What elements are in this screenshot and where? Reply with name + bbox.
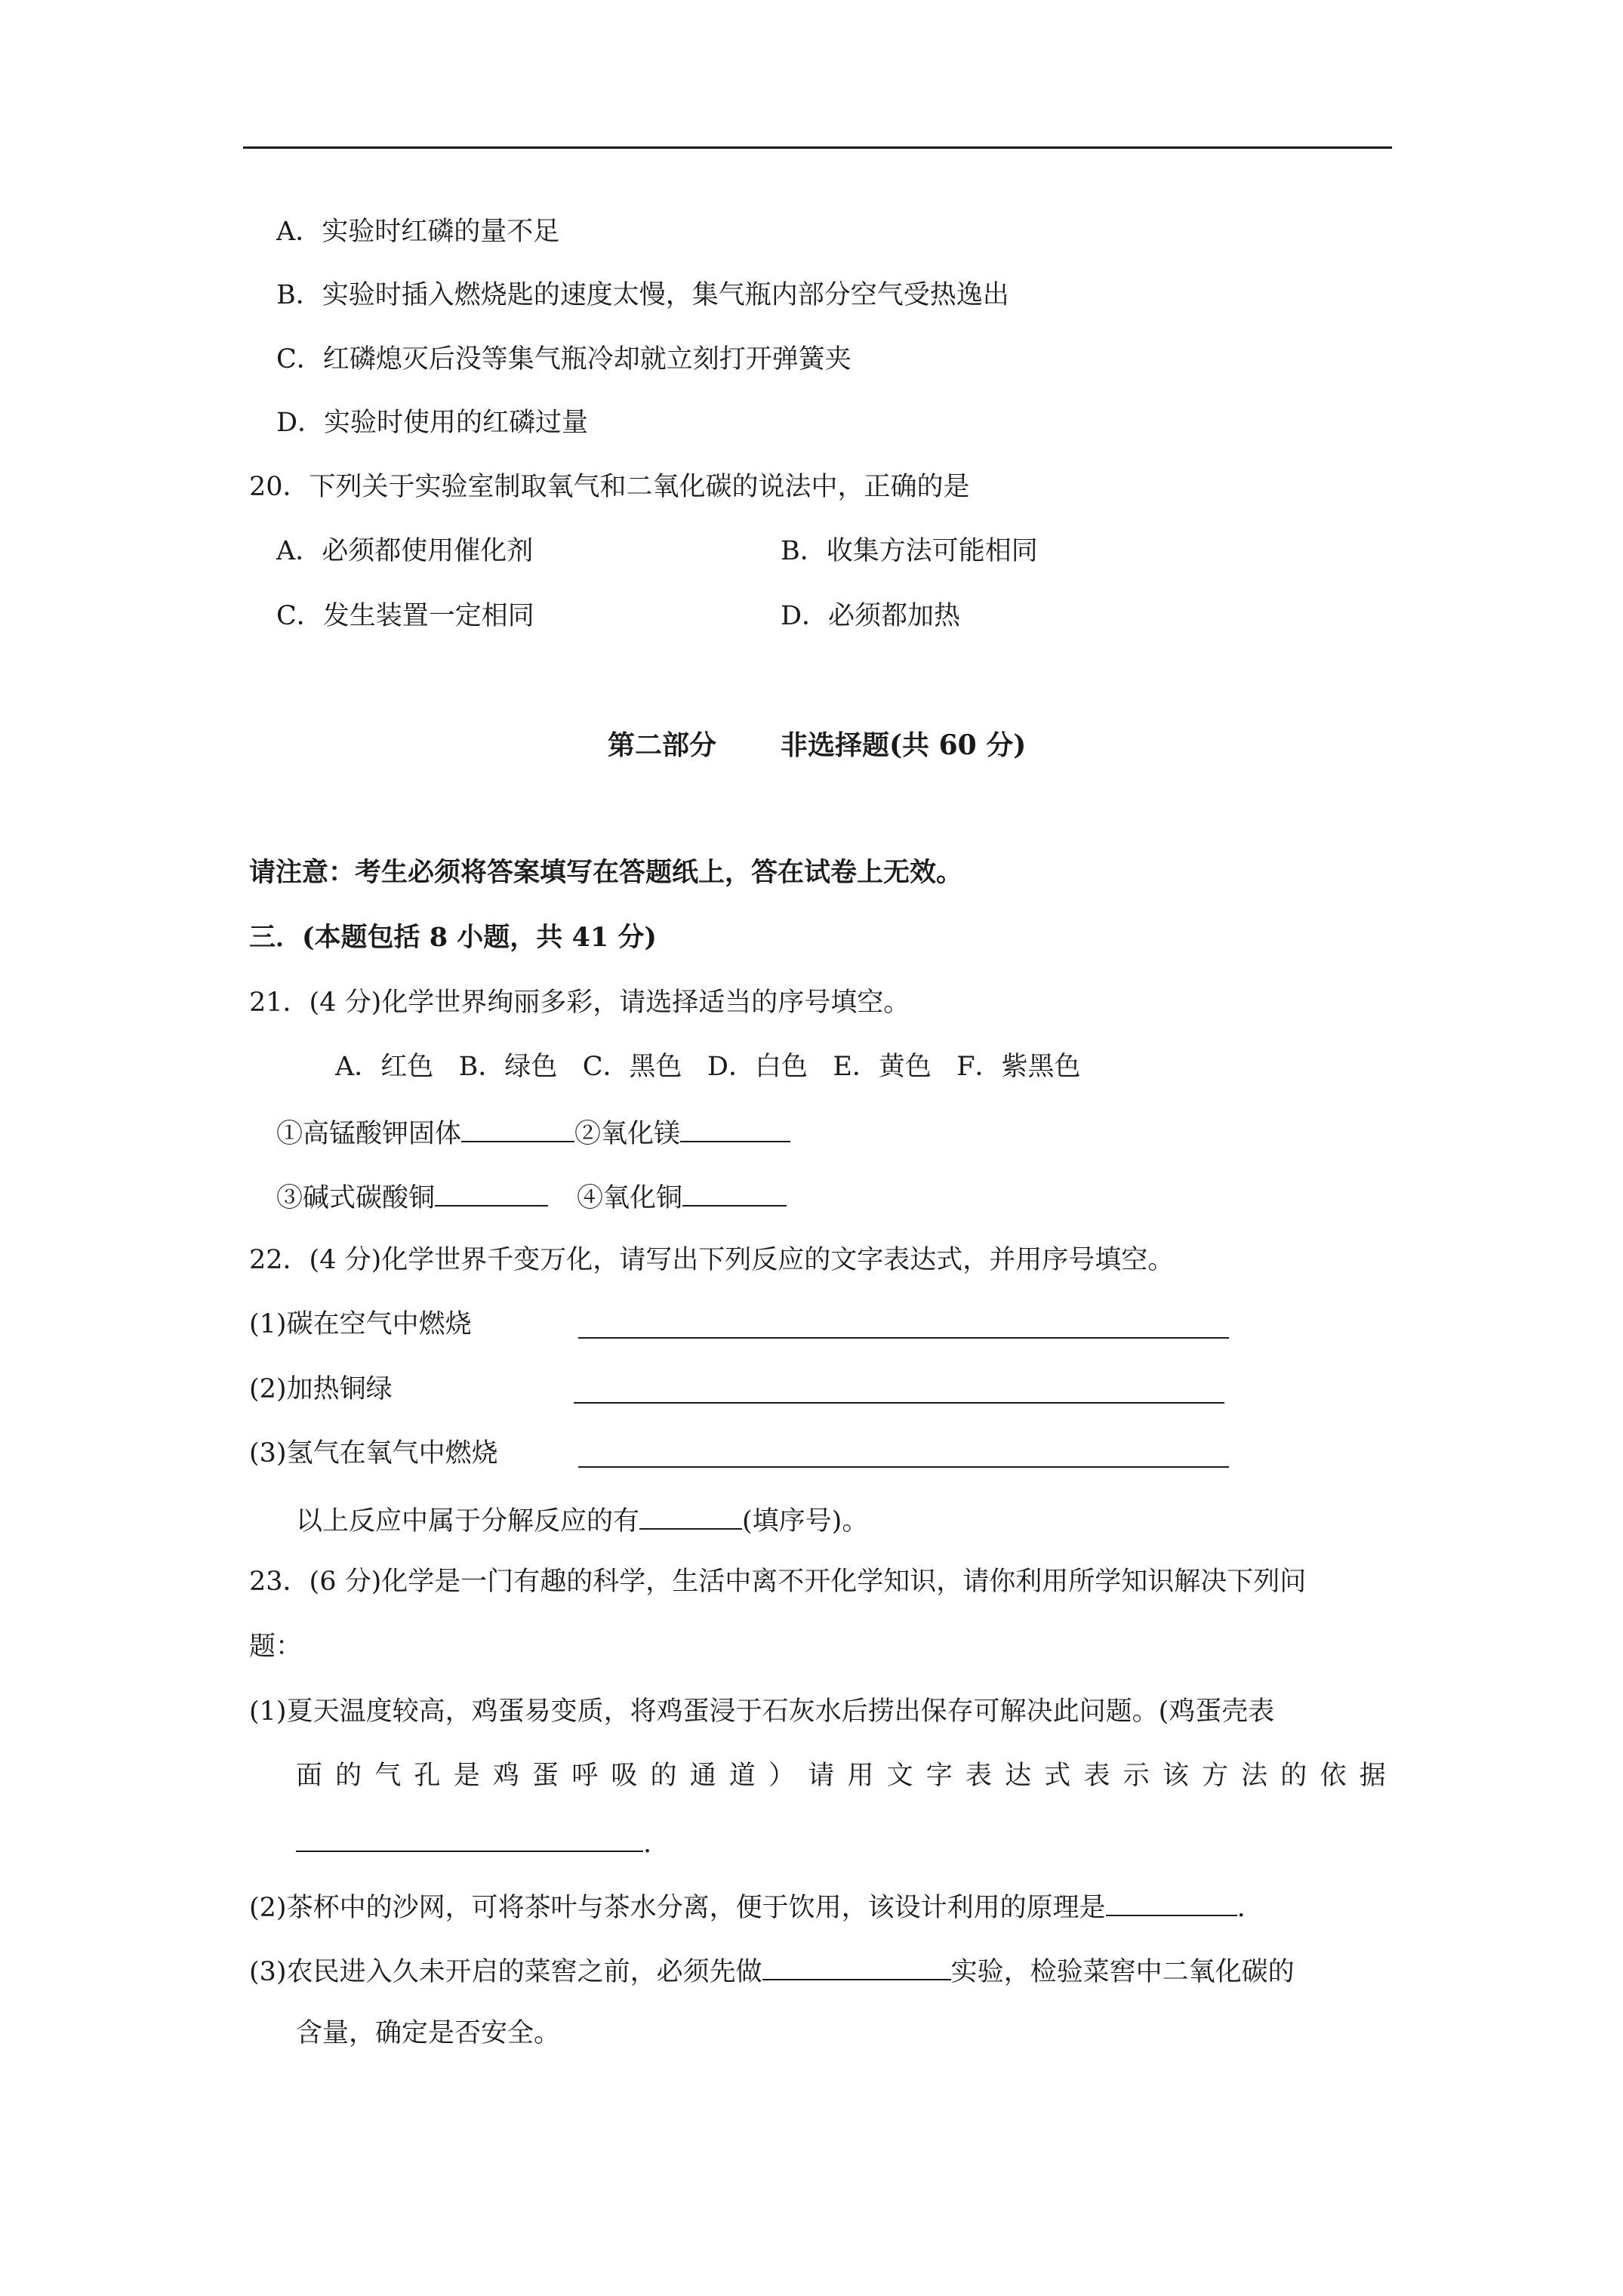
q20-option-c: C．发生装置一定相同 (276, 601, 534, 631)
q22-summary-pre: 以上反应中属于分解反应的有 (296, 1506, 640, 1536)
q22-answer-line-2[interactable] (574, 1402, 1224, 1404)
q21-blank-3[interactable] (435, 1176, 548, 1207)
q23-p1-char: 式 (1044, 1761, 1071, 1791)
q22-summary (296, 1499, 868, 1540)
q23-p1-char: 呼 (571, 1761, 599, 1791)
q22-item-3: (3)氢气在氧气中燃烧 (249, 1438, 498, 1469)
q23-part-3-blank[interactable] (762, 1950, 951, 1980)
q21-blank-1[interactable] (461, 1112, 574, 1142)
q23-part-1-line-1: (1)夏天温度较高，鸡蛋易变质，将鸡蛋浸于石灰水后捞出保存可解决此问题。(鸡蛋壳表 (249, 1697, 1275, 1727)
q23-p1-char: 吸 (611, 1761, 638, 1791)
q23-p1-char: 表 (1083, 1761, 1110, 1791)
q20-option-d: D．必须都加热 (781, 601, 961, 631)
q21-item-4-label: ④氧化铜 (577, 1183, 683, 1213)
q23-p1-char: 达 (1005, 1761, 1032, 1791)
q23-p1-char: 的 (1280, 1761, 1307, 1791)
q23-part-2-end: . (1236, 1893, 1246, 1923)
q23-p1-char: 请 (808, 1761, 835, 1791)
part2-title-right: 非选择题(共 60 分) (781, 729, 1027, 761)
q23-stem-line-1: 23．(6 分)化学是一门有趣的科学，生活中离不开化学知识，请你利用所学知识解决下列问 (249, 1567, 1307, 1597)
q21-item-1 (276, 1112, 790, 1153)
q23-p1-char: 面 (296, 1761, 323, 1791)
q21-blank-4[interactable] (682, 1176, 787, 1207)
q23-part-3-pre: (3)农民进入久未开启的菜窖之前，必须先做 (249, 1957, 762, 1987)
q23-p1-char: 通 (689, 1761, 716, 1791)
q23-p1-char: 方 (1201, 1761, 1228, 1791)
q19-option-c: C．红磷熄灭后没等集气瓶冷却就立刻打开弹簧夹 (276, 344, 852, 374)
q20-stem: 20．下列关于实验室制取氧气和二氧化碳的说法中，正确的是 (249, 472, 970, 502)
q23-stem-line-2: 题： (249, 1632, 303, 1662)
q23-p1-char: 是 (453, 1761, 480, 1791)
part2-title-left: 第二部分 (608, 729, 717, 761)
q23-p1-char: 道 (728, 1761, 756, 1791)
section-three-heading: 三．(本题包括 8 小题，共 41 分) (249, 922, 657, 953)
q23-p1-char: 表 (965, 1761, 992, 1791)
q21-blank-2[interactable] (680, 1112, 790, 1142)
q22-summary-post: (填序号)。 (742, 1506, 869, 1536)
q23-p1-char: 文 (886, 1761, 913, 1791)
q21-choices: A．红色 B．绿色 C．黑色 D．白色 E．黄色 F．紫黑色 (335, 1052, 1081, 1082)
q23-p1-char: 该 (1162, 1761, 1189, 1791)
q23-p1-char: 气 (374, 1761, 402, 1791)
q22-stem: 22．(4 分)化学世界千变万化，请写出下列反应的文字表达式，并用序号填空。 (249, 1245, 1175, 1275)
q21-stem: 21．(4 分)化学世界绚丽多彩，请选择适当的序号填空。 (249, 988, 910, 1018)
q23-p1-char: 法 (1241, 1761, 1268, 1791)
q23-part-1-line-3 (296, 1822, 651, 1863)
q23-part-1-line-2 (296, 1757, 1386, 1795)
q22-item-1: (1)碳在空气中燃烧 (249, 1309, 472, 1339)
q20-option-a: A．必须都使用催化剂 (276, 536, 534, 566)
q22-answer-line-1[interactable] (578, 1337, 1229, 1339)
q21-item-3 (276, 1176, 787, 1217)
q23-part-3-post: 实验，检验菜窖中二氧化碳的 (950, 1957, 1295, 1987)
q19-option-a: A．实验时红磷的量不足 (276, 217, 560, 247)
q21-item-2-label: ②氧化镁 (574, 1119, 681, 1149)
q22-answer-line-3[interactable] (578, 1466, 1229, 1468)
q23-part-3-line-2: 含量，确定是否安全。 (296, 2018, 561, 2048)
q23-part-2-blank[interactable] (1106, 1886, 1237, 1916)
q21-item-1-label: ①高锰酸钾固体 (276, 1119, 462, 1149)
q23-p1-char: 用 (847, 1761, 874, 1791)
q23-part-2 (249, 1886, 1246, 1927)
q23-p1-char: 孔 (414, 1761, 441, 1791)
q23-p1-char: 鸡 (492, 1761, 519, 1791)
q23-part-1-end: . (643, 1829, 652, 1859)
q20-option-b: B．收集方法可能相同 (781, 536, 1038, 566)
q23-part-2-text: (2)茶杯中的沙网，可将茶叶与茶水分离，便于饮用，该设计利用的原理是 (249, 1893, 1106, 1923)
answer-notice: 请注意：考生必须将答案填写在答题纸上，答在试卷上无效。 (249, 857, 963, 888)
q19-option-b: B．实验时插入燃烧匙的速度太慢，集气瓶内部分空气受热逸出 (276, 280, 1009, 310)
q23-p1-char: ） (768, 1761, 796, 1791)
q23-p1-char: 据 (1359, 1761, 1386, 1791)
header-rule (243, 146, 1392, 149)
q23-p1-char: 字 (925, 1761, 953, 1791)
q23-part-1-blank[interactable] (296, 1822, 643, 1852)
q19-option-d: D．实验时使用的红磷过量 (276, 408, 589, 438)
q22-item-2: (2)加热铜绿 (249, 1374, 393, 1404)
q23-p1-char: 的 (650, 1761, 677, 1791)
q22-summary-blank[interactable] (639, 1499, 742, 1530)
q23-p1-char: 依 (1320, 1761, 1347, 1791)
q23-p1-char: 示 (1123, 1761, 1150, 1791)
q21-item-3-label: ③碱式碳酸铜 (276, 1183, 436, 1213)
q23-p1-char: 的 (335, 1761, 362, 1791)
q23-p1-char: 蛋 (532, 1761, 559, 1791)
q23-part-3-line-1 (249, 1950, 1295, 1991)
